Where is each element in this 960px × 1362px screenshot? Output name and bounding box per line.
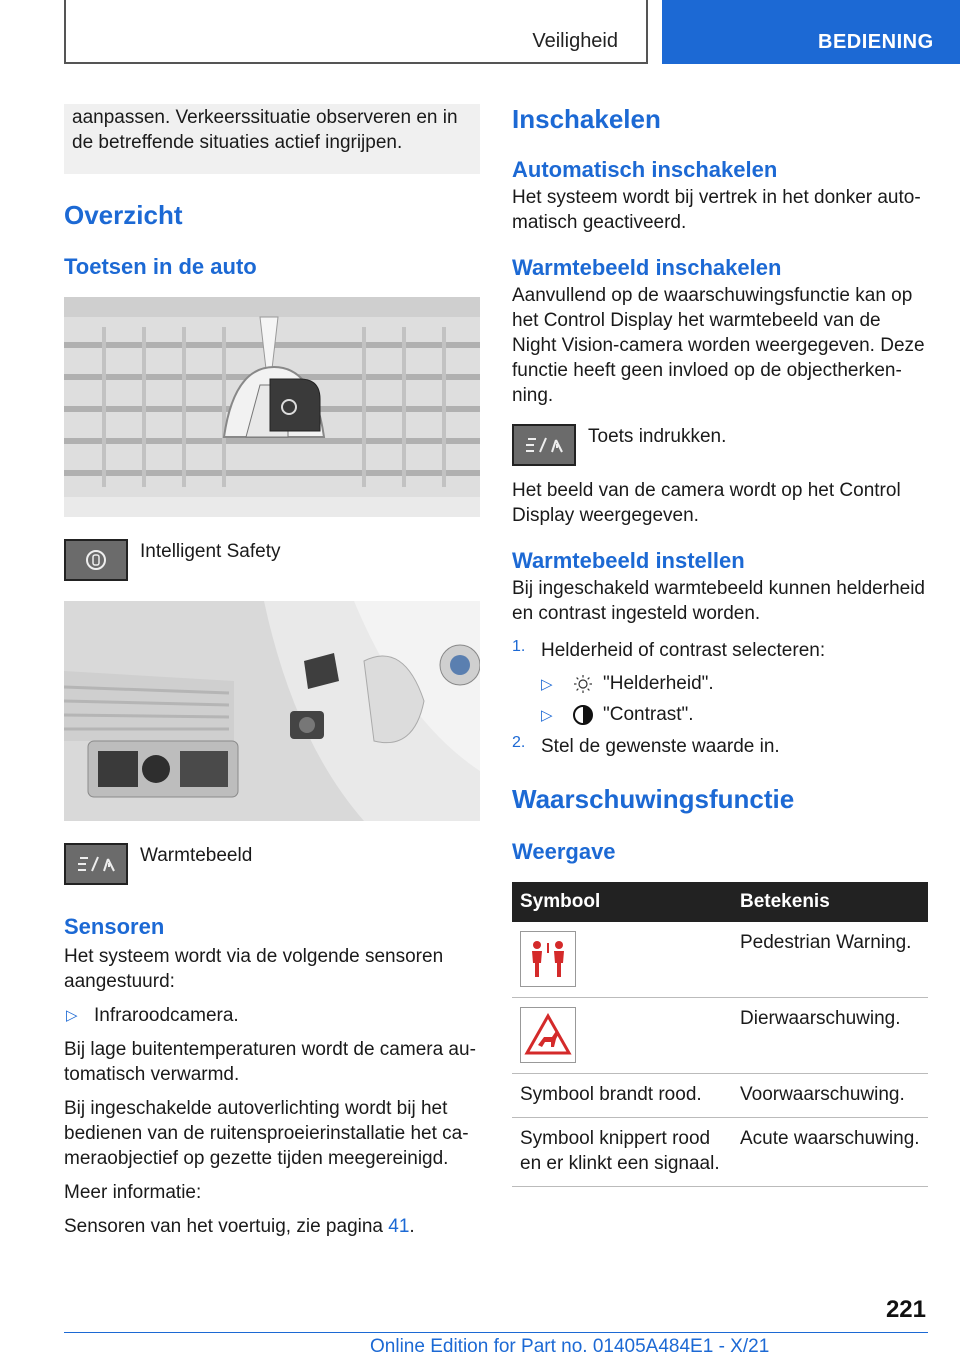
display-heading: Weergave [512,839,616,864]
option-contrast-text: "Contrast". [603,704,694,725]
center-console-photo [64,297,480,517]
warning-function-heading: Waarschuwingsfunctie [512,784,795,814]
step-1 [512,638,928,663]
page-link[interactable]: 41 [388,1216,410,1237]
auto-switch-on-text: Het systeem wordt bij vertrek in het donker auto-matisch geactiveerd. [512,187,921,233]
left-column [64,104,480,1239]
step-1-text: Helderheid of contrast selecteren: [541,640,826,661]
right-column [512,104,928,1187]
bullet-triangle-icon: ▷ [66,1007,78,1024]
sensors-intro: Het systeem wordt via de volgende sensoren aangestuurd: [64,946,444,992]
table-row [512,998,928,1074]
warning-symbol-table [512,882,928,1187]
edition-text: Online Edition for Part no. 01405A484E1 - X/21 [370,1336,770,1357]
thermal-camera-icon-2[interactable] [512,424,576,466]
overview-heading: Overzicht [64,200,183,230]
intelligent-safety-key-row [64,539,480,581]
bullet-triangle-icon: ▷ [541,706,553,724]
sensor-list-item [64,1003,480,1028]
heating-paragraph: Bij lage buitentemperaturen wordt de camera au-tomatisch verwarmd. [64,1039,476,1085]
option-contrast [541,702,928,727]
table-header-row [512,882,928,922]
thermal-set-heading: Warmtebeeld instellen [512,548,745,573]
symbol-cell [512,998,732,1074]
column-header-symbol: Symbool [512,882,732,922]
keys-heading: Toetsen in de auto [64,254,257,279]
sensor-item-text: Infraroodcamera. [94,1005,239,1026]
thermal-on-text: Aanvullend op de waarschuwingsfunctie kan op het Control Display het warmtebeeld van de Night Vision-camera worden weergegeven. Deze functie heeft geen invloed op de objectherken-ning. [512,285,925,406]
column-header-meaning: Betekenis [732,882,928,922]
auto-switch-on-heading: Automatisch inschakelen [512,157,778,182]
footer-divider [64,1332,928,1333]
steering-illustration [64,601,480,821]
camera-display-text: Het beeld van de camera wordt op het Control Display weergegeven. [512,480,901,526]
contrast-icon [569,704,597,726]
sensors-heading: Sensoren [64,914,165,939]
section-title: Veiligheid [532,30,618,52]
symbol-cell [512,922,732,998]
meaning-cell: Acute waarschuwing. [732,1118,928,1187]
symbol-cell: Symbool brandt rood. [512,1074,732,1118]
console-illustration [64,297,480,517]
pedestrian-warning-icon [520,931,576,987]
press-key-row [512,424,928,466]
table-row [512,922,928,998]
meaning-cell: Voorwaarschuwing. [732,1074,928,1118]
option-brightness-text: "Helderheid". [603,673,714,694]
sensor-reference: Sensoren van het voertuig, zie pagina 41. [64,1216,415,1237]
bullet-triangle-icon: ▷ [541,675,553,693]
table-row [512,1074,928,1118]
step-2-text: Stel de gewenste waarde in. [541,736,780,757]
cleaning-paragraph: Bij ingeschakelde autoverlichting wordt bij het bedienen van de ruitensproeierinstallatie het ca-meraobjectief op gezette tijden meegereinigd. [64,1098,469,1169]
symbol-cell: Symbool knippert rood en er klinkt een signaal. [512,1118,732,1187]
thermal-image-key-row [64,843,480,885]
thermal-set-text: Bij ingeschakeld warmtebeeld kunnen helderheid en contrast ingesteld worden. [512,578,925,624]
meaning-cell: Pedestrian Warning. [732,922,928,998]
step-2 [512,734,928,759]
option-brightness [541,671,928,696]
note-text: aanpassen. Verkeerssituatie observeren en in de betreffende situaties actief ingrijpen. [72,107,458,153]
chapter-title: BEDIENING [818,31,934,53]
switch-on-heading: Inschakelen [512,104,661,134]
step-2-number: 2. [512,734,526,751]
steering-wheel-photo [64,601,480,821]
thermal-camera-icon[interactable] [64,843,128,885]
note-box [64,104,480,174]
table-row [512,1118,928,1187]
more-info-label: Meer informatie: [64,1182,202,1203]
animal-warning-icon [520,1007,576,1063]
intelligent-safety-icon[interactable] [64,539,128,581]
step-1-number: 1. [512,638,526,655]
chapter-tab[interactable] [662,0,960,64]
page-number: 221 [885,1296,926,1323]
thermal-on-heading: Warmtebeeld inschakelen [512,255,782,280]
header-box [64,0,648,64]
thermal-image-label: Warmtebeeld [140,845,253,866]
intelligent-safety-label: Intelligent Safety [140,541,281,562]
brightness-icon [569,673,597,695]
meaning-cell: Dierwaarschuwing. [732,998,928,1074]
press-key-text: Toets indrukken. [588,426,727,447]
